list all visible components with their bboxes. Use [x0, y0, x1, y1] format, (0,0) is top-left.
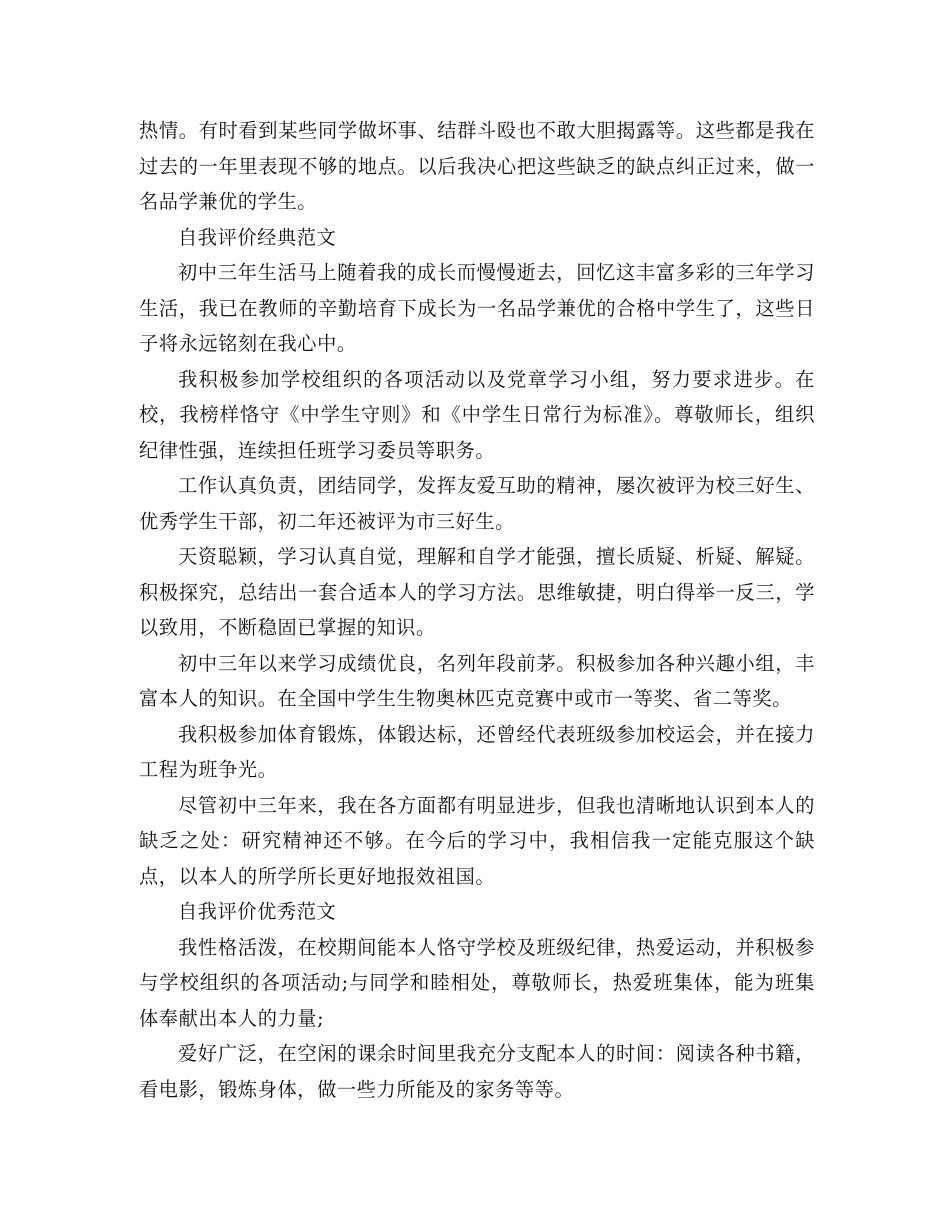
- paragraph: 初中三年生活马上随着我的成长而慢慢逝去，回忆这丰富多彩的三年学习生活，我已在教师的辛勤培育下成长为一名品学兼优的合格中学生了，这些日子将永远铭刻在我心中。: [139, 261, 815, 355]
- paragraph: 爱好广泛，在空闲的课余时间里我充分支配本人的时间：阅读各种书籍，看电影，锻炼身体，做一些力所能及的家务等等。: [139, 1042, 815, 1101]
- document-body: [139, 113, 815, 1107]
- paragraph: 天资聪颖，学习认真自觉，理解和自学才能强，擅长质疑、析疑、解疑。积极探究，总结出一套合适本人的学习方法。思维敏捷，明白得举一反三，学以致用，不断稳固已掌握的知识。: [139, 545, 815, 639]
- paragraph: 尽管初中三年来，我在各方面都有明显进步，但我也清晰地认识到本人的缺乏之处：研究精神还不够。在今后的学习中，我相信我一定能克服这个缺点，以本人的所学所长更好地报效祖国。: [139, 793, 815, 888]
- paragraph: 我积极参加学校组织的各项活动以及党章学习小组，努力要求进步。在校，我榜样恪守《中学生守则》和《中学生日常行为标准》。尊敬师长，组织纪律性强，连续担任班学习委员等职务。: [139, 367, 815, 462]
- section-heading-excellent: 自我评价优秀范文: [178, 900, 337, 923]
- paragraph-continuation: 热情。有时看到某些同学做坏事、结群斗殴也不敢大胆揭露等。这些都是我在过去的一年里表现不够的地点。以后我决心把这些缺乏的缺点纠正过来，做一名品学兼优的学生。: [139, 119, 815, 213]
- paragraph: 我积极参加体育锻炼，体锻达标，还曾经代表班级参加校运会，并在接力工程为班争光。: [139, 722, 815, 781]
- paragraph: 初中三年以来学习成绩优良，名列年段前茅。积极参加各种兴趣小组，丰富本人的知识。在全国中学生生物奥林匹克竞赛中或市一等奖、省二等奖。: [139, 651, 815, 710]
- paragraph: 我性格活泼，在校期间能本人恪守学校及班级纪律，热爱运动，并积极参与学校组织的各项活动;与同学和睦相处，尊敬师长，热爱班集体，能为班集体奉献出本人的力量;: [139, 935, 815, 1030]
- section-heading-classic: 自我评价经典范文: [178, 225, 337, 249]
- paragraph: 工作认真负责，团结同学，发挥友爱互助的精神，屡次被评为校三好生、优秀学生干部，初二年还被评为市三好生。: [139, 474, 815, 533]
